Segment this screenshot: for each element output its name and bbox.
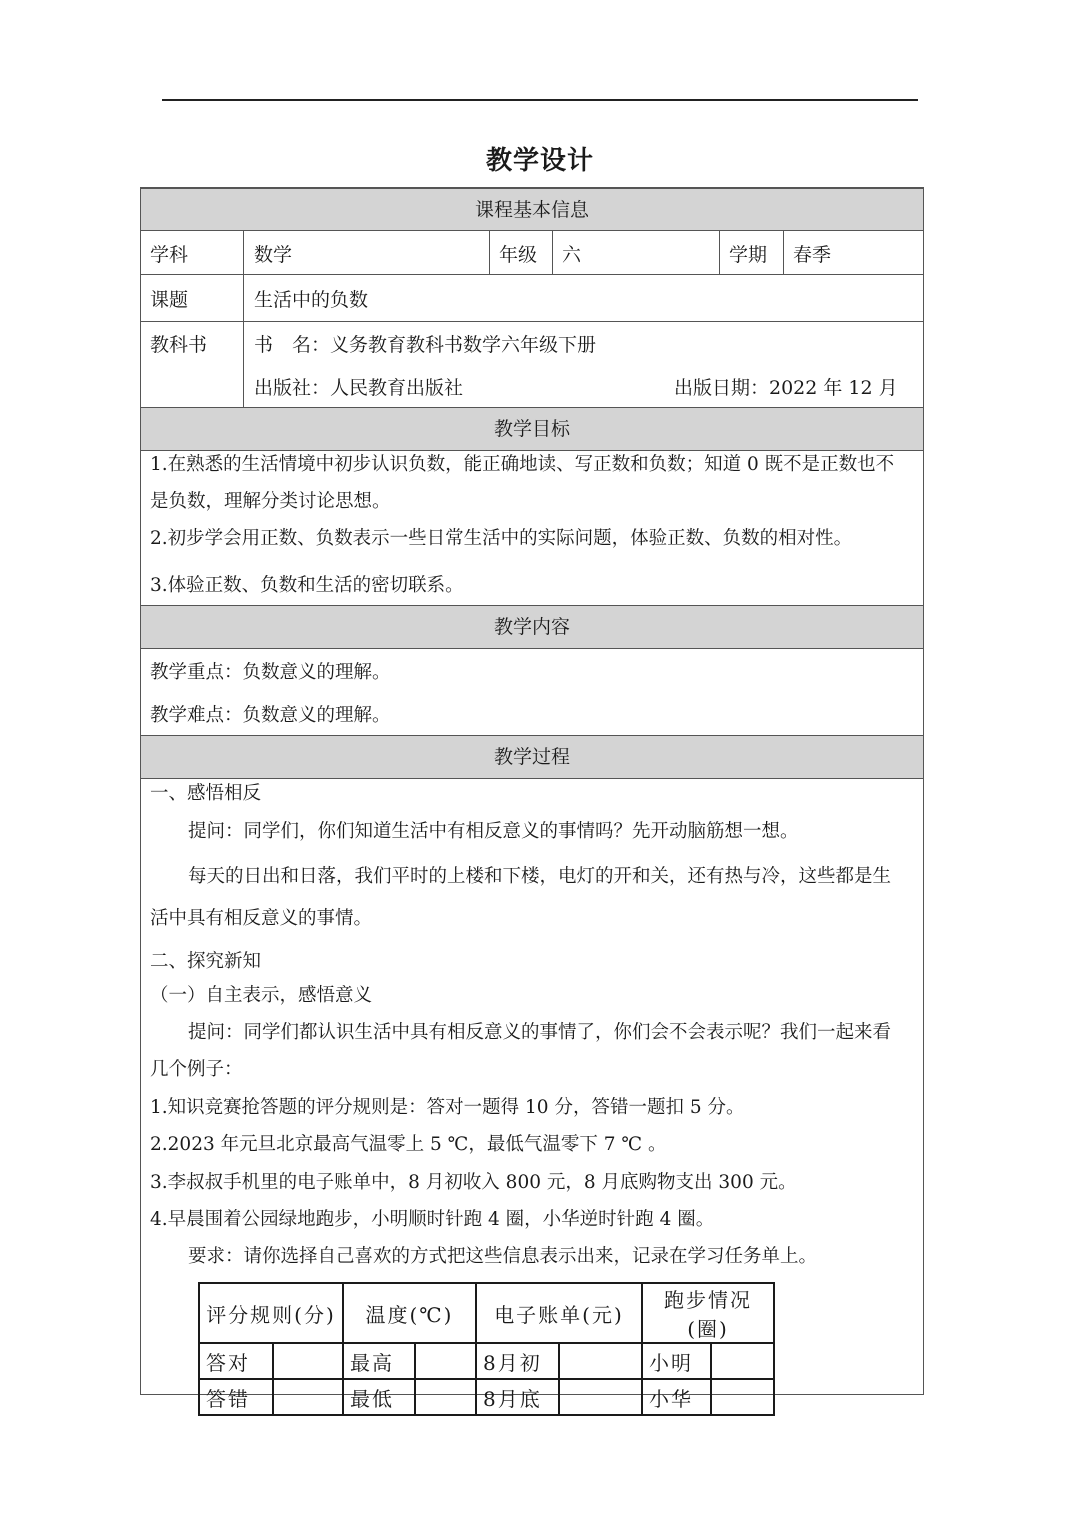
objective-3: 3.体验正数、负数和生活的密切联系。 — [150, 575, 464, 596]
task-cell-label: 8月底 — [476, 1379, 559, 1415]
term-label: 学期 — [729, 244, 768, 266]
grade-label: 年级 — [499, 244, 538, 266]
question-2-line-2: 几个例子： — [150, 1059, 243, 1080]
objectives-header: 教学目标 — [141, 407, 923, 451]
task-cell-blank[interactable] — [415, 1379, 476, 1415]
section-1-heading: 一、感悟相反 — [150, 783, 262, 804]
task-cell-label: 最低 — [343, 1379, 415, 1415]
task-cell-label: 小明 — [642, 1343, 711, 1379]
task-cell-label: 最高 — [343, 1343, 415, 1379]
task-header-running: 跑步情况(圈) — [642, 1283, 774, 1343]
example-2: 2.2023 年元旦北京最高气温零上 5 ℃，最低气温零下 7 ℃ 。 — [150, 1134, 667, 1155]
key-point: 教学重点：负数意义的理解。 — [150, 662, 391, 683]
task-cell-blank[interactable] — [711, 1343, 774, 1379]
publisher: 出版社：人民教育出版社 — [254, 377, 464, 399]
task-table-row — [199, 1379, 774, 1415]
content-header: 教学内容 — [141, 605, 923, 649]
basic-info-header: 课程基本信息 — [141, 188, 923, 231]
textbook-label: 教科书 — [150, 334, 208, 356]
task-cell-label: 小华 — [642, 1379, 711, 1415]
task-cell-label: 答对 — [199, 1343, 273, 1379]
paragraph-1-line-1: 每天的日出和日落，我们平时的上楼和下楼，电灯的开和关，还有热与冷，这些都是生 — [188, 866, 892, 887]
task-cell-blank[interactable] — [711, 1379, 774, 1415]
subject-value: 数学 — [254, 244, 293, 266]
topic-label: 课题 — [150, 289, 189, 311]
subsection-1-heading: （一）自主表示，感悟意义 — [150, 985, 373, 1006]
subject-label: 学科 — [150, 244, 189, 266]
question-1: 提问：同学们，你们知道生活中有相反意义的事情吗？先开动脑筋想一想。 — [188, 821, 799, 842]
page-title: 教学设计 — [485, 146, 594, 176]
example-3: 3.李叔叔手机里的电子账单中，8 月初收入 800 元，8 月底购物支出 300 元。 — [150, 1172, 797, 1193]
term-value: 春季 — [793, 244, 832, 266]
process-header: 教学过程 — [141, 735, 923, 779]
task-cell-blank[interactable] — [559, 1379, 642, 1415]
task-table-row — [199, 1343, 774, 1379]
task-table — [198, 1282, 775, 1416]
lesson-plan-table — [140, 187, 924, 1411]
task-cell-blank[interactable] — [273, 1343, 343, 1379]
grade-value: 六 — [562, 244, 582, 266]
objective-1-line-1: 1.在熟悉的生活情境中初步认识负数，能正确地读、写正数和负数；知道 0 既不是正数也不 — [150, 454, 895, 475]
objective-2: 2.初步学会用正数、负数表示一些日常生活中的实际问题，体验正数、负数的相对性。 — [150, 528, 853, 549]
task-table-header-row — [199, 1283, 774, 1343]
task-header-score: 评分规则(分) — [199, 1283, 343, 1343]
task-header-temperature: 温度(℃) — [343, 1283, 476, 1343]
task-cell-label: 答错 — [199, 1379, 273, 1415]
section-2-heading: 二、探究新知 — [150, 951, 262, 972]
task-cell-blank[interactable] — [273, 1379, 343, 1415]
example-1: 1.知识竞赛抢答题的评分规则是：答对一题得 10 分，答错一题扣 5 分。 — [150, 1097, 745, 1118]
example-4: 4.早晨围着公园绿地跑步，小明顺时针跑 4 圈，小华逆时针跑 4 圈。 — [150, 1209, 715, 1230]
header-rule — [162, 99, 918, 101]
difficulty-point: 教学难点：负数意义的理解。 — [150, 705, 391, 726]
objective-1-line-2: 是负数，理解分类讨论思想。 — [150, 491, 391, 512]
paragraph-1-line-2: 活中具有相反意义的事情。 — [150, 908, 373, 929]
publish-date: 出版日期：2022 年 12 月 — [674, 377, 898, 399]
task-cell-label: 8月初 — [476, 1343, 559, 1379]
task-cell-blank[interactable] — [415, 1343, 476, 1379]
task-cell-blank[interactable] — [559, 1343, 642, 1379]
question-2-line-1: 提问：同学们都认识生活中具有相反意义的事情了，你们会不会表示呢？我们一起来看 — [188, 1022, 892, 1043]
book-name: 书 名：义务教育教科书数学六年级下册 — [254, 334, 597, 356]
topic-value: 生活中的负数 — [254, 289, 369, 311]
requirement: 要求：请你选择自己喜欢的方式把这些信息表示出来，记录在学习任务单上。 — [188, 1246, 818, 1267]
task-header-bill: 电子账单(元) — [476, 1283, 642, 1343]
